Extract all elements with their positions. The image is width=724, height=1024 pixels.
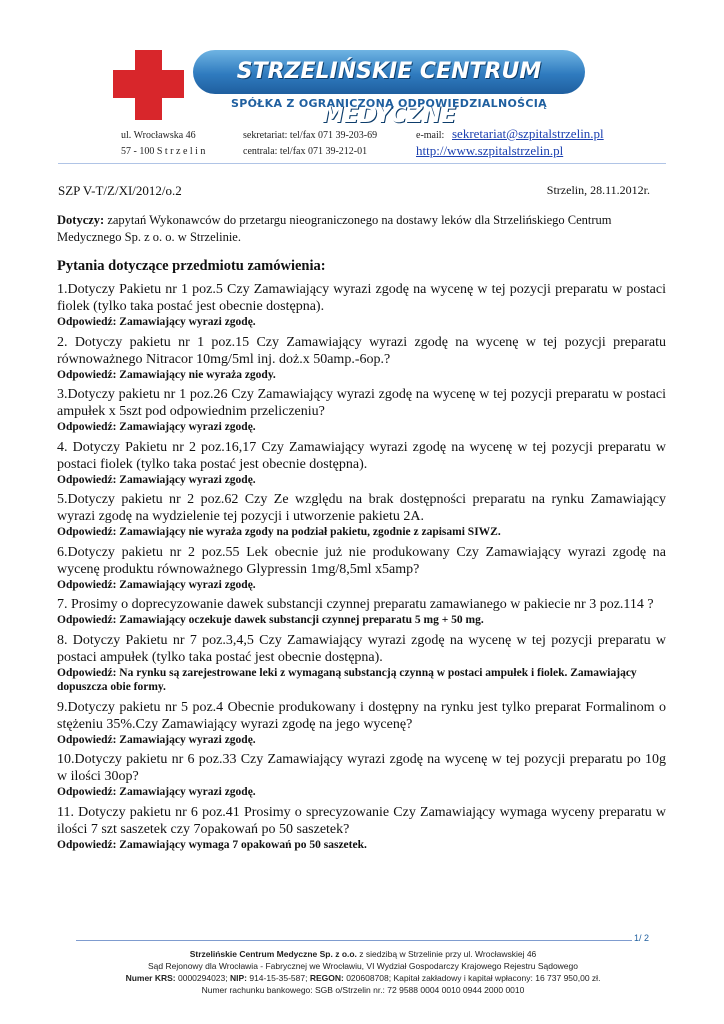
footer-krs: 0000294023; [175, 973, 230, 983]
question-item [57, 804, 666, 853]
footer-company-name: Strzelińskie Centrum Medyczne Sp. z o.o. [189, 949, 357, 959]
footer-nip: 914-15-35-587; [246, 973, 310, 983]
question-text: 2. Dotyczy pakietu nr 1 poz.15 Czy Zamawiający wyrazi zgodę na wycenę w tej pozycji preparatu równoważnego Nitracor 10mg/5ml inj. doż.x 50amp.-6op.? [57, 334, 666, 367]
answer-value: Zamawiający wyrazi zgodę. [116, 578, 256, 591]
question-text: 7. Prosimy o doprecyzowanie dawek substancji czynnej preparatu zamawianego w pakiecie nr 3 poz.114 ? [57, 597, 654, 612]
logo-subtitle: SPÓŁKA Z OGRANICZONĄ ODPOWIEDZIALNOŚCIĄ [231, 97, 547, 110]
answer-text [57, 315, 666, 330]
answer-value: Zamawiający wyrazi zgodę. [116, 421, 256, 433]
logo-title: STRZELIŃSKIE CENTRUM MEDYCZNE [236, 59, 542, 128]
answer-text [57, 785, 666, 800]
answer-value: Zamawiający wymaga 7 opakowań po 50 saszetek. [116, 838, 367, 851]
address-line-1: ul. Wrocławska 46 [121, 130, 196, 141]
question-text: 3.Dotyczy pakietu nr 1 poz.26 Czy Zamawiający wyrazi zgodę na wycenę w tej pozycji preparatu w postaci ampułek x 5szt pod odpowiednim przeliczeniu? [57, 387, 666, 419]
address-line-2: 57 - 100 S t r z e l i n [121, 146, 206, 157]
answer-label: Odpowiedź: [57, 666, 117, 679]
answer-value: Zamawiający wyrazi zgodę. [116, 316, 256, 328]
page-number: 1/ 2 [634, 933, 650, 943]
question-text: 5.Dotyczy pakietu nr 2 poz.62 Czy Ze względu na brak dostępności preparatu na rynku Zamawiający wyrazi zgodę na wydzielenie tej pozycji i utworzenie pakietu 2A. [57, 492, 666, 524]
answer-text [57, 613, 666, 628]
subject-text: zapytań Wykonawców do przetargu nieograniczonego na dostawy leków dla Strzelińskiego Centrum Medycznego Sp. z o. o. w Strzelinie. [57, 213, 612, 244]
subject-paragraph [57, 212, 665, 246]
section-heading: Pytania dotyczące przedmiotu zamówienia: [57, 258, 326, 274]
header-divider [58, 163, 666, 164]
website-link[interactable]: http://www.szpitalstrzelin.pl [416, 143, 564, 158]
question-text: 1.Dotyczy Pakietu nr 1 poz.5 Czy Zamawiający wyrazi zgodę na wycenę w tej pozycji preparatu w postaci fiolek (tylko taka postać jest obecnie dostępna). [57, 282, 666, 314]
answer-label: Odpowiedź: [57, 316, 117, 328]
question-text: 6.Dotyczy pakietu nr 2 poz.55 Lek obecnie już nie produkowany Czy Zamawiający wyrazi zgodę na wycenę produktu równoważnego Glypressin 1mg/8,5ml x5amp? [57, 544, 666, 577]
answer-value: Zamawiający wyrazi zgodę. [116, 786, 256, 798]
question-text: 4. Dotyczy Pakietu nr 2 poz.16,17 Czy Zamawiający wyrazi zgodę na wycenę w tej pozycji preparatu w postaci fiolek (tylko taka postać jest obecnie dostępna). [57, 439, 666, 472]
red-cross-icon-bar [113, 70, 184, 98]
answer-value: Zamawiający wyrazi zgodę. [116, 473, 256, 486]
question-item [57, 751, 666, 800]
answer-value: Na rynku są zarejestrowane leki z wymaganą substancją czynną w postaci ampułek i fiolek. Zamawiający dopuszcza obie formy. [57, 666, 637, 693]
answer-text [57, 578, 666, 593]
footer-company-address: z siedzibą w Strzelinie przy ul. Wrocławskiej 46 [356, 949, 537, 959]
question-item [57, 699, 666, 748]
answer-text [57, 473, 666, 488]
answer-text [57, 368, 666, 383]
question-item [57, 544, 666, 593]
answer-text [57, 420, 666, 435]
answer-label: Odpowiedź: [57, 473, 117, 486]
answer-label: Odpowiedź: [57, 578, 117, 591]
answer-label: Odpowiedź: [57, 368, 117, 381]
question-item [57, 491, 666, 540]
footer-bank: Numer rachunku bankowego: SGB o/Strzelin nr.: 72 9588 0004 0010 0944 2000 0010 [201, 985, 525, 995]
answer-text [57, 666, 666, 695]
phone-line-1: sekretariat: tel/fax 071 39-203-69 [243, 130, 378, 141]
answer-text [57, 838, 666, 853]
footer-company [58, 949, 668, 961]
question-item [57, 386, 666, 435]
answer-label: Odpowiedź: [57, 526, 117, 538]
question-item [57, 281, 666, 330]
footer-divider [76, 940, 632, 941]
footer-registration [58, 973, 668, 985]
answer-label: Odpowiedź: [57, 786, 117, 798]
answer-text [57, 525, 666, 540]
question-item [57, 439, 666, 488]
footer-court: Sąd Rejonowy dla Wrocławia - Fabrycznej we Wrocławiu, VI Wydział Gospodarczy Krajowego Rejestru Sądowego [148, 961, 578, 971]
answer-label: Odpowiedź: [57, 733, 117, 746]
subject-label: Dotyczy: [57, 213, 105, 227]
document-date: Strzelin, 28.11.2012r. [546, 183, 650, 197]
answer-label: Odpowiedź: [57, 614, 117, 626]
question-item [57, 596, 666, 628]
answer-value: Zamawiający wyrazi zgodę. [116, 733, 256, 746]
footer-krs-label: Numer KRS: [125, 973, 176, 983]
question-item [57, 334, 666, 383]
question-item [57, 632, 666, 695]
footer-nip-label: NIP: [229, 973, 247, 983]
question-text: 8. Dotyczy Pakietu nr 7 poz.3,4,5 Czy Zamawiający wyrazi zgodę na wycenę w tej pozycji preparatu w postaci ampułek (tylko taka postać jest obecnie dostępna). [57, 632, 666, 665]
footer-regon: 020608708; Kapitał zakładowy i kapitał wpłacony: 16 737 950,00 zł. [343, 973, 601, 983]
question-text: 10.Dotyczy pakietu nr 6 poz.33 Czy Zamawiający wyrazi zgodę na wycenę w tej pozycji preparatu po 10g w ilości 30op? [57, 752, 666, 784]
answer-label: Odpowiedź: [57, 421, 117, 433]
questions-list [57, 281, 666, 856]
answer-text [57, 733, 666, 748]
email-label: e-mail: [416, 130, 445, 141]
answer-value: Zamawiający nie wyraża zgody na podział pakietu, zgodnie z zapisami SIWZ. [116, 526, 501, 538]
question-text: 11. Dotyczy pakietu nr 6 poz.41 Prosimy o sprecyzowanie Czy Zamawiający wymaga wyceny preparatu w ilości 7 szt saszetek czy 7opakowań po 50 saszetek? [57, 804, 666, 837]
answer-value: Zamawiający oczekuje dawek substancji czynnej preparatu 5 mg + 50 mg. [116, 614, 484, 626]
document-reference: SZP V-T/Z/XI/2012/o.2 [58, 183, 182, 198]
phone-line-2: centrala: tel/fax 071 39-212-01 [243, 146, 368, 157]
question-text: 9.Dotyczy pakietu nr 5 poz.4 Obecnie produkowany i dostępny na rynku jest tylko preparat Formalinom o stężeniu 35%.Czy Zamawiający wyrazi zgodę na jego wycenę? [57, 699, 666, 732]
email-link[interactable]: sekretariat@szpitalstrzelin.pl [452, 126, 604, 141]
footer-regon-label: REGON: [309, 973, 344, 983]
answer-label: Odpowiedź: [57, 838, 117, 851]
answer-value: Zamawiający nie wyraża zgody. [116, 368, 276, 381]
